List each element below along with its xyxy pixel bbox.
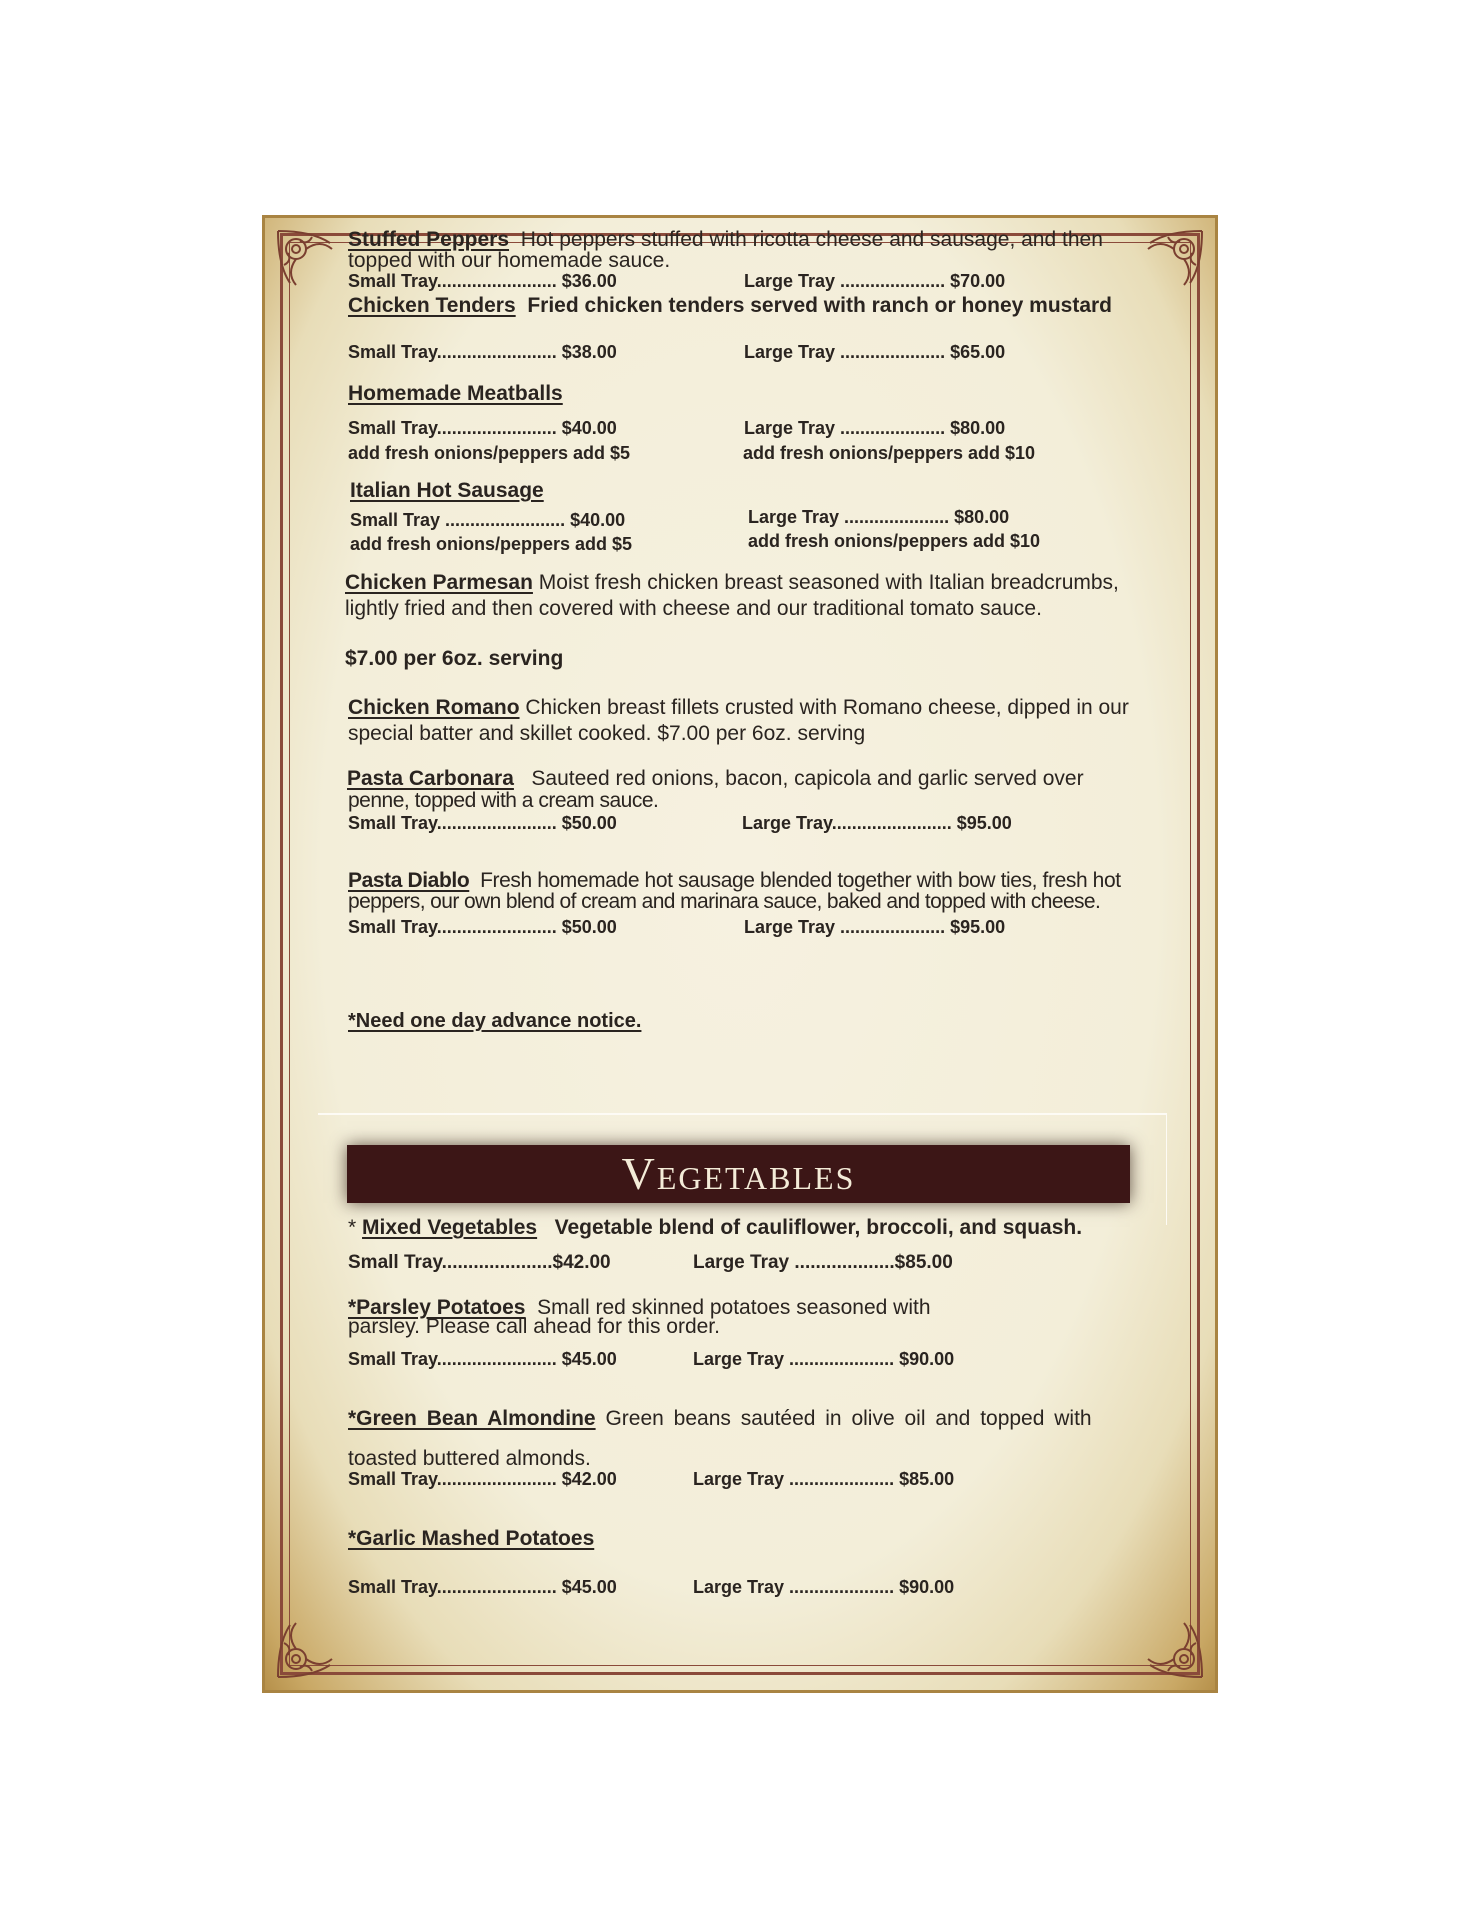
item-prefix: *	[348, 1216, 357, 1239]
item-description: Moist fresh chicken breast seasoned with Italian breadcrumbs, lightly fried and then covered with cheese and our traditional tomato sauce.	[345, 571, 1119, 620]
item-name: Chicken Tenders	[348, 294, 516, 317]
small-tray-price: Small Tray........................ $40.00	[348, 418, 617, 438]
corner-ornament-icon	[1128, 1603, 1208, 1683]
large-tray-price: Large Tray ..................... $80.00	[744, 418, 1006, 438]
item-description: peppers, our own blend of cream and marinara sauce, baked and topped with cheese.	[348, 890, 1101, 913]
menu-item-chicken-romano	[348, 695, 1168, 747]
item-name: Stuffed Peppers	[348, 228, 510, 251]
small-tray-price: Small Tray........................ $45.00	[348, 1349, 617, 1369]
menu-page	[262, 215, 1218, 1693]
item-description: Sauteed red onions, bacon, capicola and garlic served over	[531, 767, 1084, 790]
item-name: Italian Hot Sausage	[350, 479, 544, 502]
item-name: Pasta Carbonara	[347, 767, 514, 790]
item-description: parsley. Please call ahead for this order.	[348, 1315, 720, 1338]
item-name: Chicken Parmesan	[345, 571, 533, 594]
small-tray-price: Small Tray........................ $50.00	[348, 917, 617, 937]
item-name: *Garlic Mashed Potatoes	[348, 1527, 595, 1550]
item-description: topped with our homemade sauce.	[348, 249, 671, 272]
item-description: Hot peppers stuffed with ricotta cheese and sausage, and then	[520, 228, 1103, 251]
add-on-note: add fresh onions/peppers add $5	[350, 534, 633, 554]
item-name: *Parsley Potatoes	[348, 1296, 526, 1319]
corner-ornament-icon	[1128, 225, 1208, 305]
add-on-note: add fresh onions/peppers add $10	[748, 531, 1041, 551]
add-on-note: add fresh onions/peppers add $10	[743, 443, 1036, 463]
item-name: Mixed Vegetables	[362, 1216, 538, 1239]
serving-price: $7.00 per 6oz. serving	[345, 647, 564, 670]
advance-notice: *Need one day advance notice.	[348, 1010, 642, 1032]
section-title: Vegetables	[621, 1148, 856, 1199]
large-tray-price: Large Tray ..................... $95.00	[744, 917, 1006, 937]
item-description: penne, topped with a cream sauce.	[348, 789, 659, 812]
item-description: Small red skinned potatoes seasoned with	[537, 1296, 931, 1319]
corner-ornament-icon	[272, 225, 352, 305]
large-tray-price: Large Tray........................ $95.00	[742, 813, 1012, 833]
small-tray-price: Small Tray........................ $36.00	[348, 271, 617, 291]
item-description: Vegetable blend of cauliflower, broccoli, and squash.	[554, 1216, 1083, 1239]
item-name: *Green Bean Almondine	[348, 1407, 596, 1430]
large-tray-price: Large Tray ..................... $80.00	[748, 507, 1010, 527]
menu-item-mixed-vegetables	[348, 1217, 1082, 1238]
menu-item-green-bean-almondine	[348, 1408, 1092, 1429]
menu-item-pasta-carbonara	[347, 768, 1084, 789]
small-tray-price: Small Tray........................ $50.00	[348, 813, 617, 833]
menu-item-stuffed-peppers	[348, 229, 1103, 250]
section-banner-vegetables	[347, 1145, 1130, 1203]
item-description: Green beans sautéed in olive oil and topped with	[605, 1407, 1092, 1430]
item-description: Fried chicken tenders served with ranch or honey mustard	[527, 294, 1113, 317]
large-tray-price: Large Tray ..................... $85.00	[693, 1469, 955, 1489]
small-tray-price: Small Tray........................ $45.00	[348, 1577, 617, 1597]
add-on-note: add fresh onions/peppers add $5	[348, 443, 631, 463]
large-tray-price: Large Tray ..................... $70.00	[744, 271, 1006, 291]
small-tray-price: Small Tray.....................$42.00	[348, 1252, 611, 1273]
item-description: toasted buttered almonds.	[348, 1447, 591, 1470]
item-description: Fresh homemade hot sausage blended together with bow ties, fresh hot	[480, 869, 1121, 892]
menu-item-pasta-diablo	[348, 870, 1121, 891]
item-name: Pasta Diablo	[348, 869, 470, 892]
small-tray-price: Small Tray........................ $38.00	[348, 342, 617, 362]
small-tray-price: Small Tray........................ $42.00	[348, 1469, 617, 1489]
large-tray-price: Large Tray ..................... $65.00	[744, 342, 1006, 362]
item-name: Homemade Meatballs	[348, 382, 563, 405]
menu-item-chicken-tenders	[348, 295, 1112, 316]
large-tray-price: Large Tray ...................$85.00	[693, 1252, 953, 1273]
item-name: Chicken Romano	[348, 696, 520, 719]
small-tray-price: Small Tray ........................ $40.00	[350, 510, 626, 530]
corner-ornament-icon	[272, 1603, 352, 1683]
menu-item-chicken-parmesan	[345, 570, 1135, 622]
large-tray-price: Large Tray ..................... $90.00	[693, 1349, 955, 1369]
item-description: Chicken breast fillets crusted with Romano cheese, dipped in our special batter and skillet cooked. $7.00 per 6oz. serving	[348, 696, 1129, 745]
large-tray-price: Large Tray ..................... $90.00	[693, 1577, 955, 1597]
